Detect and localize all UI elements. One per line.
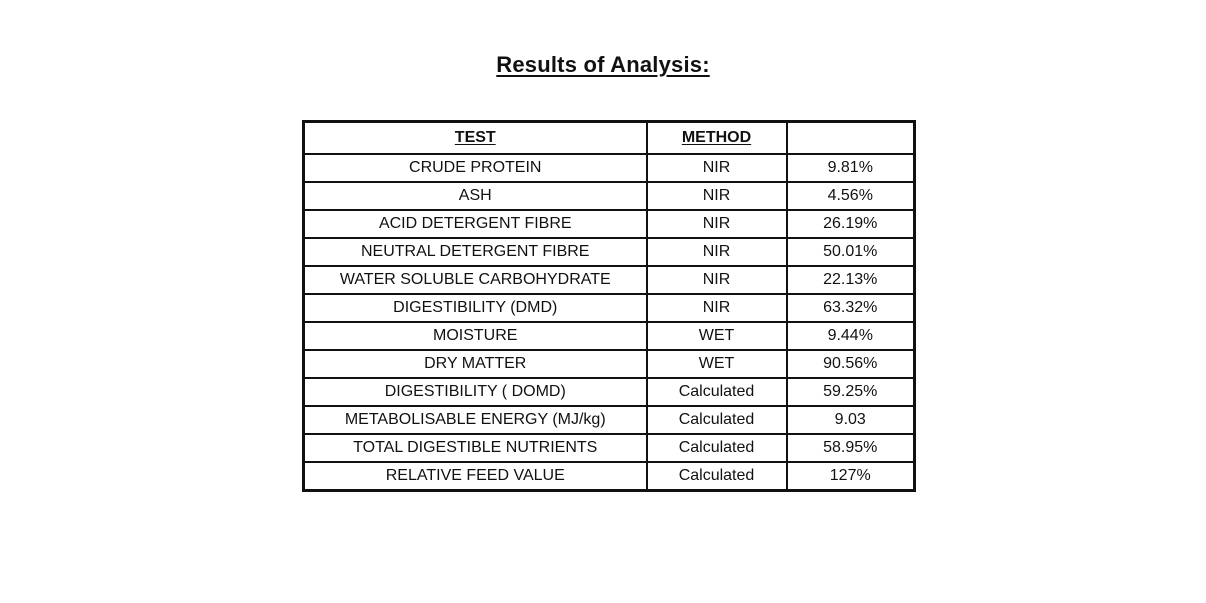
test-cell: WATER SOLUBLE CARBOHYDRATE xyxy=(304,266,647,294)
result-cell: 59.25% xyxy=(787,378,915,406)
table-row xyxy=(304,182,915,210)
method-cell: Calculated xyxy=(647,462,787,491)
table-row xyxy=(304,462,915,491)
table-row xyxy=(304,350,915,378)
result-cell: 50.01% xyxy=(787,238,915,266)
header-result xyxy=(787,122,915,155)
table-header xyxy=(304,122,915,155)
method-cell: Calculated xyxy=(647,434,787,462)
method-cell: NIR xyxy=(647,182,787,210)
test-cell: ACID DETERGENT FIBRE xyxy=(304,210,647,238)
method-cell: NIR xyxy=(647,266,787,294)
result-cell: 22.13% xyxy=(787,266,915,294)
results-table xyxy=(302,120,916,492)
header-row xyxy=(304,122,915,155)
test-cell: METABOLISABLE ENERGY (MJ/kg) xyxy=(304,406,647,434)
test-cell: DIGESTIBILITY (DMD) xyxy=(304,294,647,322)
page-title: Results of Analysis: xyxy=(496,52,710,77)
method-cell: NIR xyxy=(647,210,787,238)
test-cell: MOISTURE xyxy=(304,322,647,350)
table-row xyxy=(304,378,915,406)
table-row xyxy=(304,434,915,462)
test-cell: NEUTRAL DETERGENT FIBRE xyxy=(304,238,647,266)
test-cell: RELATIVE FEED VALUE xyxy=(304,462,647,491)
test-cell: DIGESTIBILITY ( DOMD) xyxy=(304,378,647,406)
table-row xyxy=(304,294,915,322)
table-row xyxy=(304,210,915,238)
method-cell: Calculated xyxy=(647,406,787,434)
header-method: METHOD xyxy=(647,122,787,155)
method-cell: WET xyxy=(647,350,787,378)
result-cell: 58.95% xyxy=(787,434,915,462)
method-cell: Calculated xyxy=(647,378,787,406)
result-cell: 127% xyxy=(787,462,915,491)
result-cell: 4.56% xyxy=(787,182,915,210)
test-cell: ASH xyxy=(304,182,647,210)
test-cell: TOTAL DIGESTIBLE NUTRIENTS xyxy=(304,434,647,462)
result-cell: 63.32% xyxy=(787,294,915,322)
table-row xyxy=(304,266,915,294)
table-row xyxy=(304,154,915,182)
result-cell: 9.03 xyxy=(787,406,915,434)
method-cell: NIR xyxy=(647,154,787,182)
method-cell: NIR xyxy=(647,238,787,266)
table-body xyxy=(304,154,915,491)
result-cell: 26.19% xyxy=(787,210,915,238)
result-cell: 9.81% xyxy=(787,154,915,182)
test-cell: DRY MATTER xyxy=(304,350,647,378)
table-row xyxy=(304,406,915,434)
test-cell: CRUDE PROTEIN xyxy=(304,154,647,182)
table-row xyxy=(304,238,915,266)
method-cell: WET xyxy=(647,322,787,350)
header-test: TEST xyxy=(304,122,647,155)
result-cell: 9.44% xyxy=(787,322,915,350)
result-cell: 90.56% xyxy=(787,350,915,378)
method-cell: NIR xyxy=(647,294,787,322)
table-row xyxy=(304,322,915,350)
